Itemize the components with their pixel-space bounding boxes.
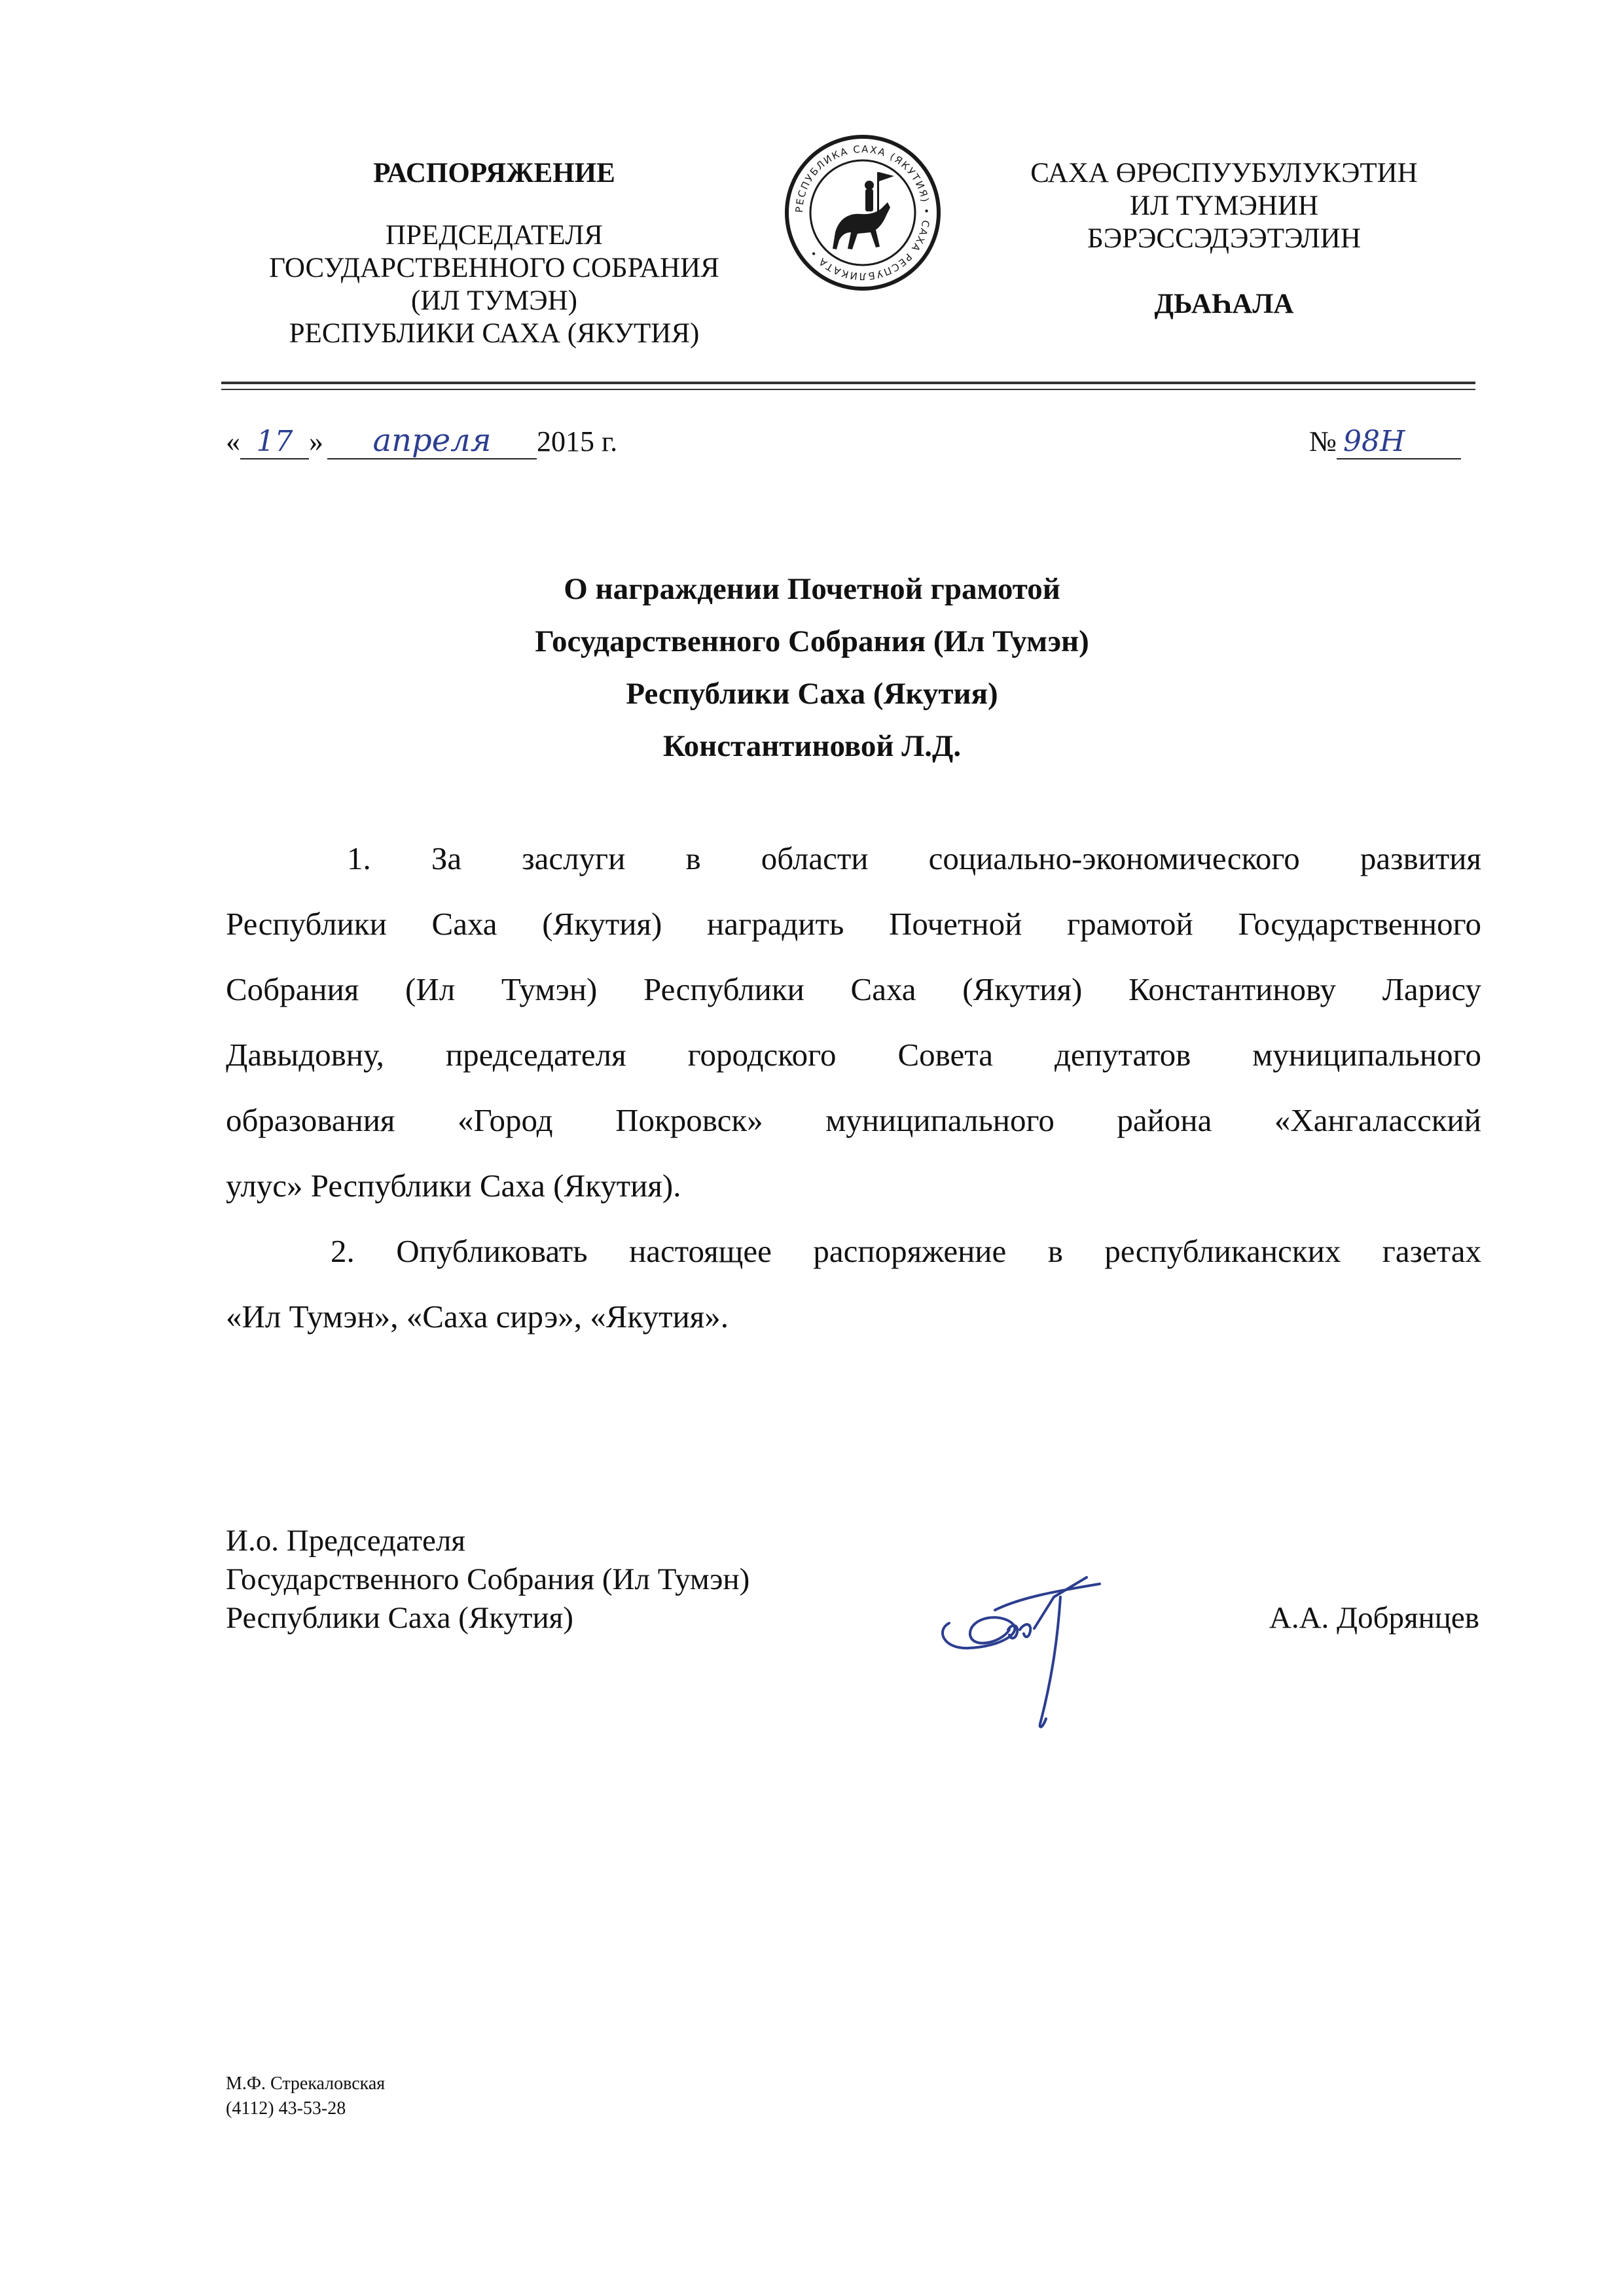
p1-line-6: улус» Республики Саха (Якутия). (226, 1168, 681, 1204)
header-right-line-3: БЭРЭССЭДЭЭТЭЛИН (1087, 223, 1361, 254)
paragraph-1 (226, 826, 1481, 1219)
p1-line-2: Республики Саха (Якутия) наградить Почетной грамотой Государственного (226, 906, 1481, 942)
handwritten-signature (929, 1558, 1126, 1741)
signatory-name: А.А. Добрянцев (1269, 1601, 1479, 1635)
header-left-line-2: ГОСУДАРСТВЕННОГО СОБРАНИЯ (269, 253, 719, 283)
emblem-seal (784, 134, 941, 291)
p1-line-3: Собрания (Ил Тумэн) Республики Саха (Якутия) Константинову Ларису (226, 971, 1481, 1007)
date-day-field (240, 425, 309, 459)
signatory-position (226, 1522, 946, 1638)
p2-line-1: 2. Опубликовать настоящее распоряжение в республиканских газетах (331, 1233, 1481, 1269)
footer-author: М.Ф. Стрекаловская (226, 2073, 386, 2094)
paragraph-2 (226, 1219, 1481, 1350)
document-title (0, 563, 1624, 772)
title-line-3: Республики Саха (Якутия) (626, 677, 998, 711)
date-line (226, 419, 684, 465)
order-number-value: 98Н (1343, 425, 1405, 458)
p2-line-2: «Ил Тумэн», «Саха сирэ», «Якутия». (226, 1299, 729, 1335)
header-right-line-2: ИЛ ТҮМЭНИН (1129, 190, 1319, 221)
title-line-4: Константиновой Л.Д. (662, 729, 962, 763)
order-number (1309, 419, 1479, 465)
date-open-quote: « (226, 425, 240, 457)
emblem-ring-text: РЕСПУБЛИКА САХА (ЯКУТИЯ) • САХА РЕСПУБЛИКАТА • (793, 143, 933, 283)
svg-text:РЕСПУБЛИКА САХА (ЯКУТИЯ) • САХ (793, 143, 932, 282)
header-left-line-4: РЕСПУБЛИКИ САХА (ЯКУТИЯ) (289, 318, 700, 349)
header-left-line-1: ПРЕДСЕДАТЕЛЯ (386, 220, 603, 251)
signatory-line-2: Государственного Собрания (Ил Тумэн) (226, 1562, 750, 1596)
title-line-2: Государственного Собрания (Ил Тумэн) (535, 624, 1089, 658)
header-rule-thin (221, 389, 1475, 390)
order-number-label: № (1309, 425, 1337, 457)
signatory-line-1: И.о. Председателя (226, 1524, 465, 1558)
footer-contact (226, 2072, 619, 2121)
header-rule-thick (221, 382, 1475, 384)
p1-line-5: образования «Город Покровск» муниципального района «Хангаласский (226, 1102, 1481, 1138)
rider-icon (833, 172, 894, 249)
title-line-1: О награждении Почетной грамотой (564, 572, 1060, 606)
p1-line-4: Давыдовну, председателя городского Совета депутатов муниципального (226, 1037, 1481, 1073)
header-right-title: ДЬАҺАЛА (1154, 289, 1294, 319)
order-number-field (1337, 425, 1461, 459)
p1-line-1: 1. За заслуги в области социально-экономического развития (347, 840, 1481, 876)
header-left-title: РАСПОРЯЖЕНИЕ (373, 158, 615, 188)
date-day: 17 (256, 425, 293, 458)
date-month-field (327, 424, 537, 459)
signatory-line-3: Республики Саха (Якутия) (226, 1601, 573, 1635)
date-close-quote: » (309, 425, 323, 457)
footer-phone: (4112) 43-53-28 (226, 2098, 346, 2119)
date-year: 2015 г. (537, 425, 618, 457)
header-right-line-1: САХА ӨРӨСПУУБУЛУКЭТИН (1030, 158, 1418, 188)
header-left-line-3: (ИЛ ТУМЭН) (411, 285, 577, 316)
date-month: апреля (372, 422, 492, 459)
